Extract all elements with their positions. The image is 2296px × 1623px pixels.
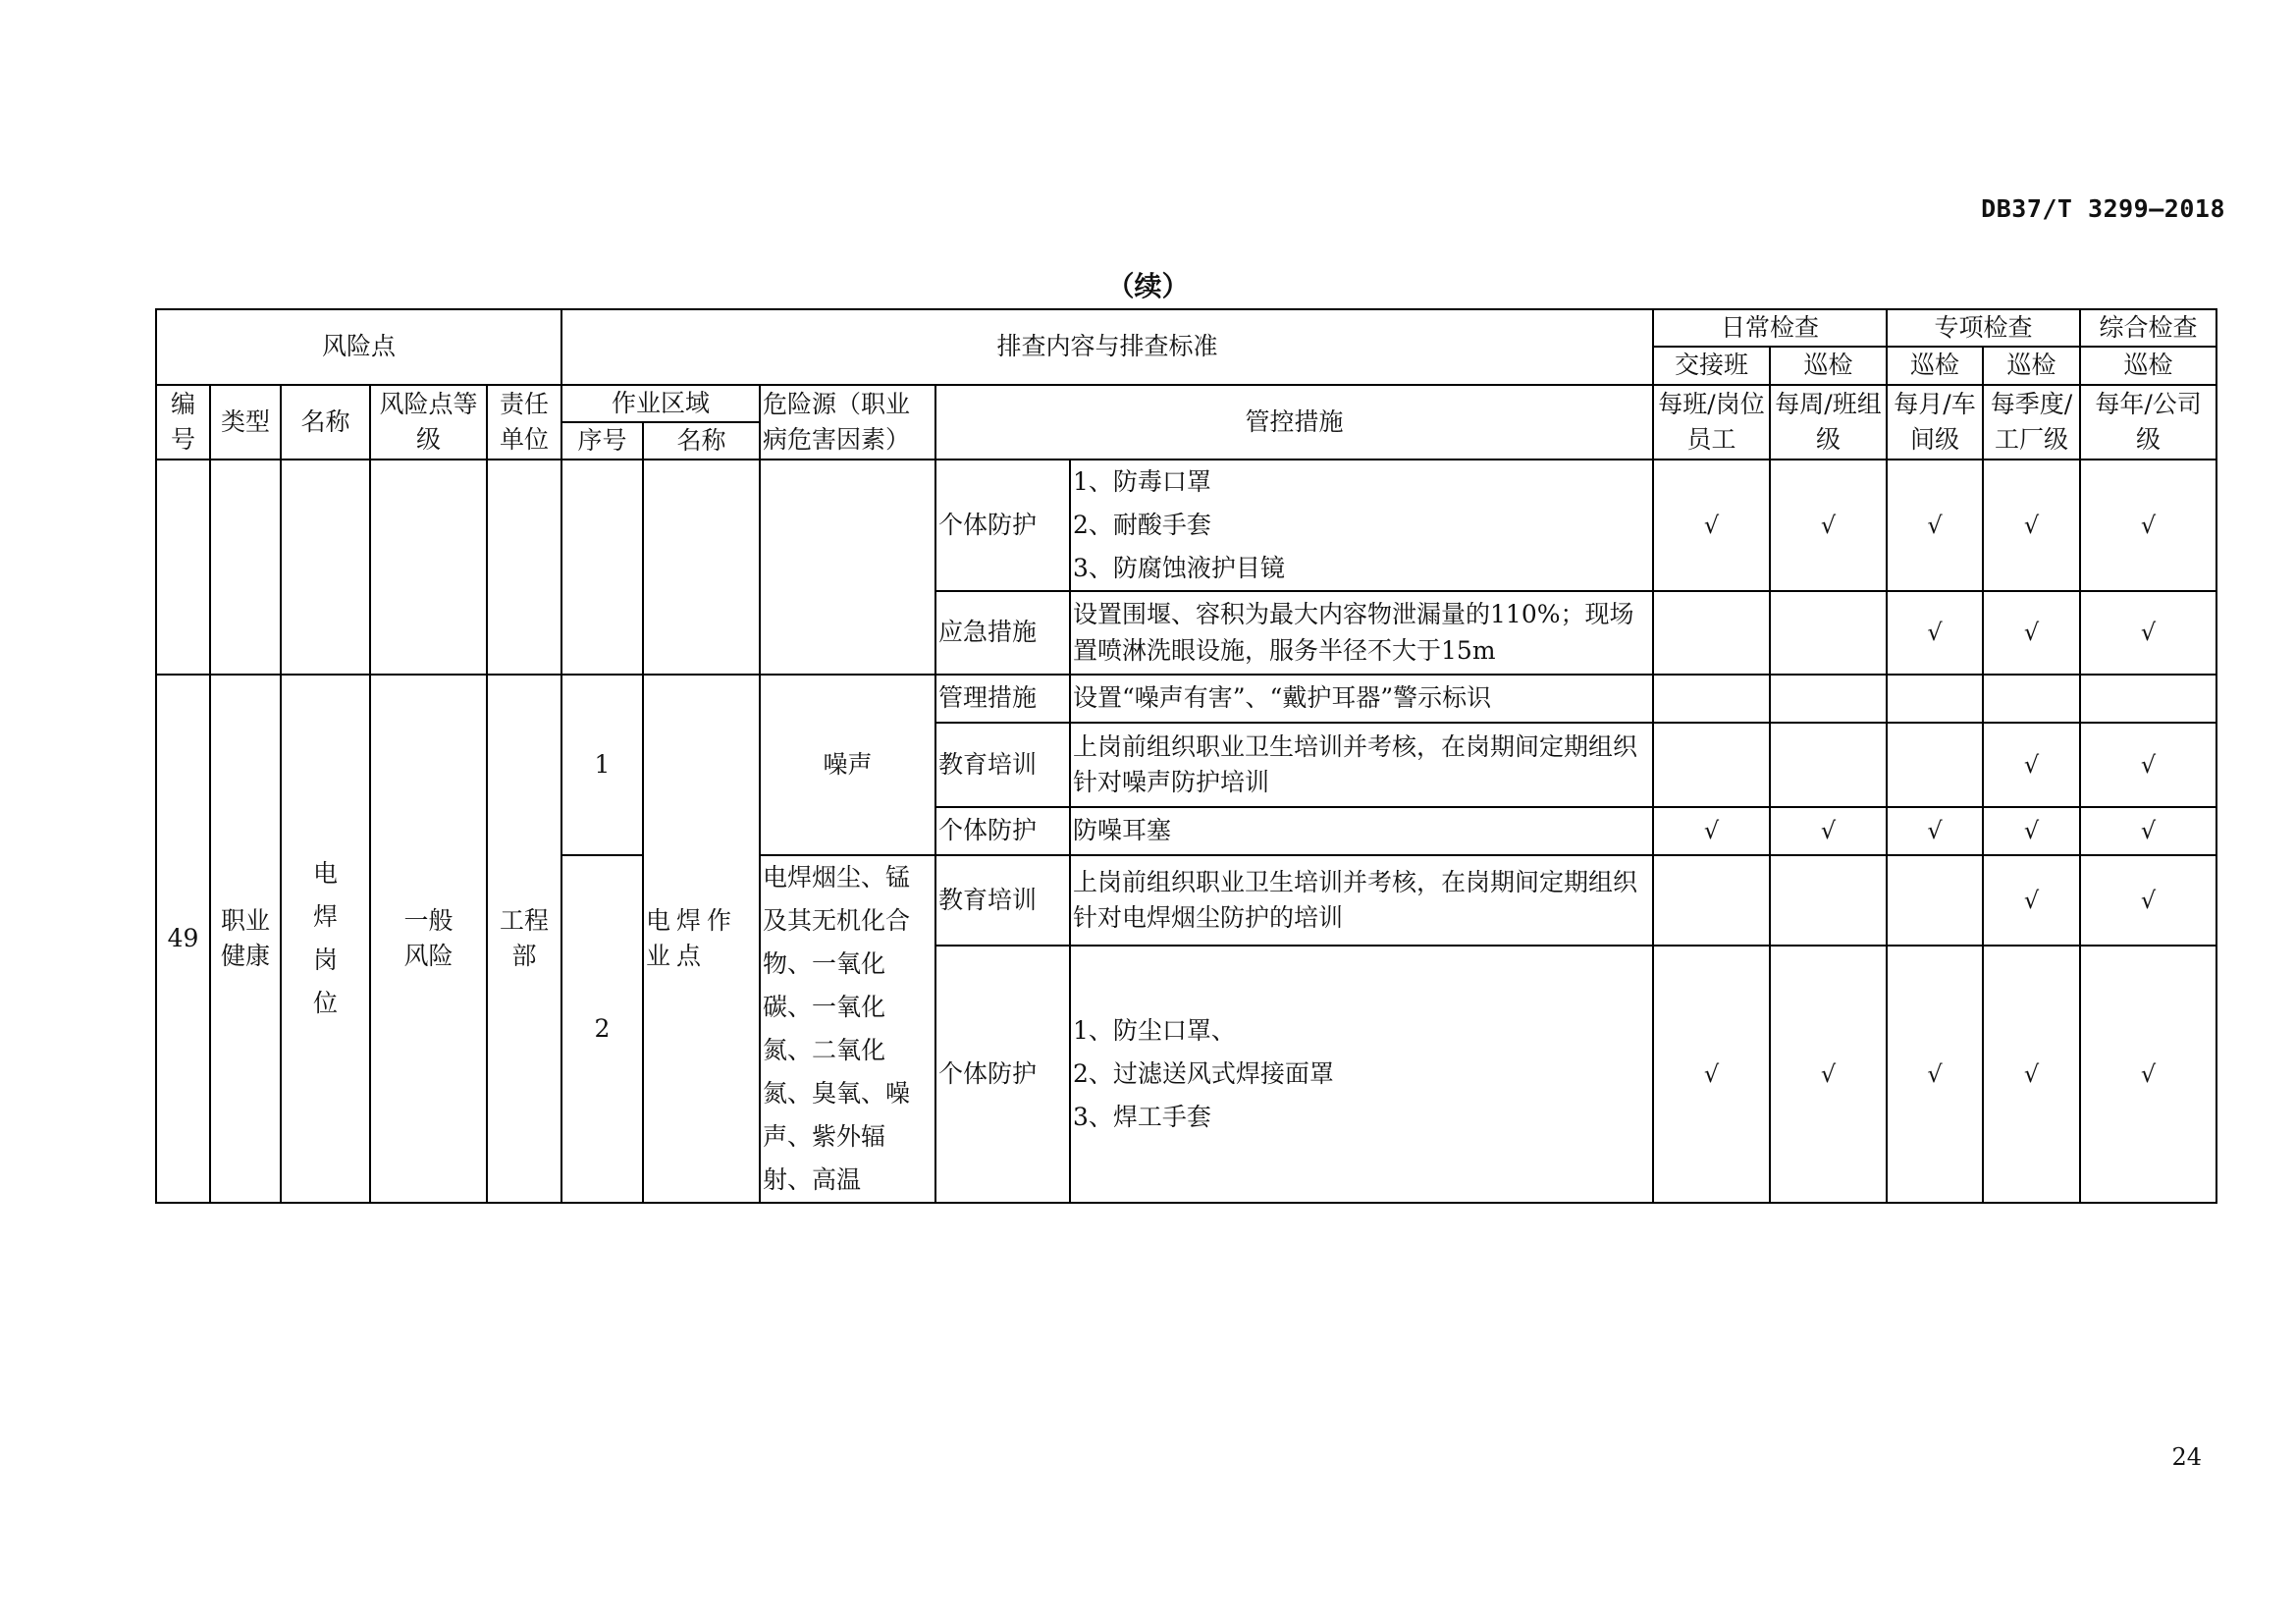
check-empty [1653, 855, 1770, 946]
continuation-title: （续） [1106, 270, 1190, 302]
header-hazard-source: 危险源（职业病危害因素） [760, 385, 935, 460]
header-freq-shift: 每班/岗位员工 [1653, 385, 1770, 460]
measure-type: 个体防护 [935, 460, 1070, 591]
check-mark: √ [1653, 460, 1770, 591]
check-mark: √ [1770, 946, 1887, 1203]
area-sequence: 2 [561, 855, 643, 1203]
check-empty [1887, 675, 1983, 723]
measure-content: 上岗前组织职业卫生培训并考核，在岗期间定期组织针对电焊烟尘防护的培训 [1070, 855, 1653, 946]
list-item: 3、焊工手套 [1073, 1103, 1211, 1131]
header-control-measures: 管控措施 [935, 385, 1653, 460]
header-patrol: 巡检 [1887, 347, 1983, 384]
measure-content: 设置“噪声有害”、“戴护耳器”警示标识 [1070, 675, 1653, 723]
check-mark: √ [1887, 460, 1983, 591]
header-responsible-unit: 责任单位 [487, 385, 561, 460]
page-number: 24 [2171, 1443, 2202, 1471]
header-freq-week: 每周/班组级 [1770, 385, 1887, 460]
check-mark: √ [2080, 807, 2216, 855]
header-type: 类型 [210, 385, 281, 460]
hazard-source: 噪声 [760, 675, 935, 855]
list-item: 1、防尘口罩、 [1073, 1016, 1236, 1045]
prev-area-name [643, 460, 760, 675]
check-empty [1653, 675, 1770, 723]
risk-check-table [155, 308, 2217, 1204]
header-content-standard: 排查内容与排查标准 [561, 309, 1653, 385]
header-patrol: 巡检 [1770, 347, 1887, 384]
check-mark: √ [2080, 591, 2216, 675]
list-item: 3、防腐蚀液护目镜 [1073, 554, 1285, 582]
ppe-item-list [1073, 460, 1650, 590]
measure-content: 防噪耳塞 [1070, 807, 1653, 855]
check-empty [1770, 723, 1887, 807]
header-name: 名称 [281, 385, 370, 460]
prev-number [156, 460, 210, 675]
measure-content [1070, 946, 1653, 1203]
row-responsible-unit: 工程部 [487, 675, 561, 1203]
row-type: 职业健康 [210, 675, 281, 1203]
list-item: 2、过滤送风式焊接面罩 [1073, 1059, 1334, 1088]
check-empty [1653, 723, 1770, 807]
header-patrol: 巡检 [2080, 347, 2216, 384]
check-mark: √ [1983, 946, 2080, 1203]
ppe-item-list [1073, 1009, 1650, 1139]
check-mark: √ [1770, 460, 1887, 591]
check-mark: √ [2080, 723, 2216, 807]
prev-name [281, 460, 370, 675]
check-empty [1887, 855, 1983, 946]
hazard-source: 电焊烟尘、锰及其无机化合物、一氧化碳、一氧化氮、二氧化氮、臭氧、噪声、紫外辐射、高温 [760, 855, 935, 1203]
check-mark: √ [1887, 946, 1983, 1203]
check-mark: √ [1983, 855, 2080, 946]
header-work-area: 作业区域 [561, 385, 760, 422]
row-name: 电焊岗位 [281, 675, 370, 1203]
measure-type: 应急措施 [935, 591, 1070, 675]
area-sequence: 1 [561, 675, 643, 855]
check-mark: √ [1983, 723, 2080, 807]
check-empty [1983, 675, 2080, 723]
measure-content [1070, 460, 1653, 591]
check-mark: √ [1653, 946, 1770, 1203]
header-risk-level: 风险点等级 [370, 385, 487, 460]
check-mark: √ [2080, 855, 2216, 946]
header-daily-check: 日常检查 [1653, 309, 1887, 347]
prev-unit [487, 460, 561, 675]
check-mark: √ [2080, 460, 2216, 591]
list-item: 1、防毒口罩 [1073, 467, 1211, 496]
header-comprehensive-check: 综合检查 [2080, 309, 2216, 347]
header-sequence: 序号 [561, 422, 643, 460]
header-shift-handover: 交接班 [1653, 347, 1770, 384]
row-number: 49 [156, 675, 210, 1203]
measure-type: 管理措施 [935, 675, 1070, 723]
prev-hazard [760, 460, 935, 675]
measure-type: 个体防护 [935, 807, 1070, 855]
measure-content: 设置围堰、容积为最大内容物泄漏量的110%；现场置喷淋洗眼设施，服务半径不大于15m [1070, 591, 1653, 675]
check-empty [1770, 591, 1887, 675]
prev-sequence [561, 460, 643, 675]
standard-code: DB37/T 3299—2018 [1981, 194, 2225, 223]
measure-type: 教育培训 [935, 723, 1070, 807]
check-mark: √ [1887, 591, 1983, 675]
measure-content: 上岗前组织职业卫生培训并考核，在岗期间定期组织针对噪声防护培训 [1070, 723, 1653, 807]
check-mark: √ [2080, 946, 2216, 1203]
list-item: 2、耐酸手套 [1073, 511, 1211, 539]
header-freq-month: 每月/车间级 [1887, 385, 1983, 460]
check-mark: √ [1983, 591, 2080, 675]
check-mark: √ [1887, 807, 1983, 855]
check-empty [1887, 723, 1983, 807]
header-patrol: 巡检 [1983, 347, 2080, 384]
header-area-name: 名称 [643, 422, 760, 460]
header-freq-quarter: 每季度/工厂级 [1983, 385, 2080, 460]
check-mark: √ [1770, 807, 1887, 855]
check-empty [1770, 855, 1887, 946]
prev-level [370, 460, 487, 675]
check-empty [1770, 675, 1887, 723]
header-risk-point: 风险点 [156, 309, 561, 385]
check-empty [2080, 675, 2216, 723]
check-empty [1653, 591, 1770, 675]
header-special-check: 专项检查 [1887, 309, 2080, 347]
prev-type [210, 460, 281, 675]
header-number: 编号 [156, 385, 210, 460]
check-mark: √ [1983, 460, 2080, 591]
row-risk-level: 一般风险 [370, 675, 487, 1203]
area-name: 电焊作业点 [643, 675, 760, 1203]
check-mark: √ [1983, 807, 2080, 855]
measure-type: 教育培训 [935, 855, 1070, 946]
measure-type: 个体防护 [935, 946, 1070, 1203]
header-freq-year: 每年/公司级 [2080, 385, 2216, 460]
check-mark: √ [1653, 807, 1770, 855]
